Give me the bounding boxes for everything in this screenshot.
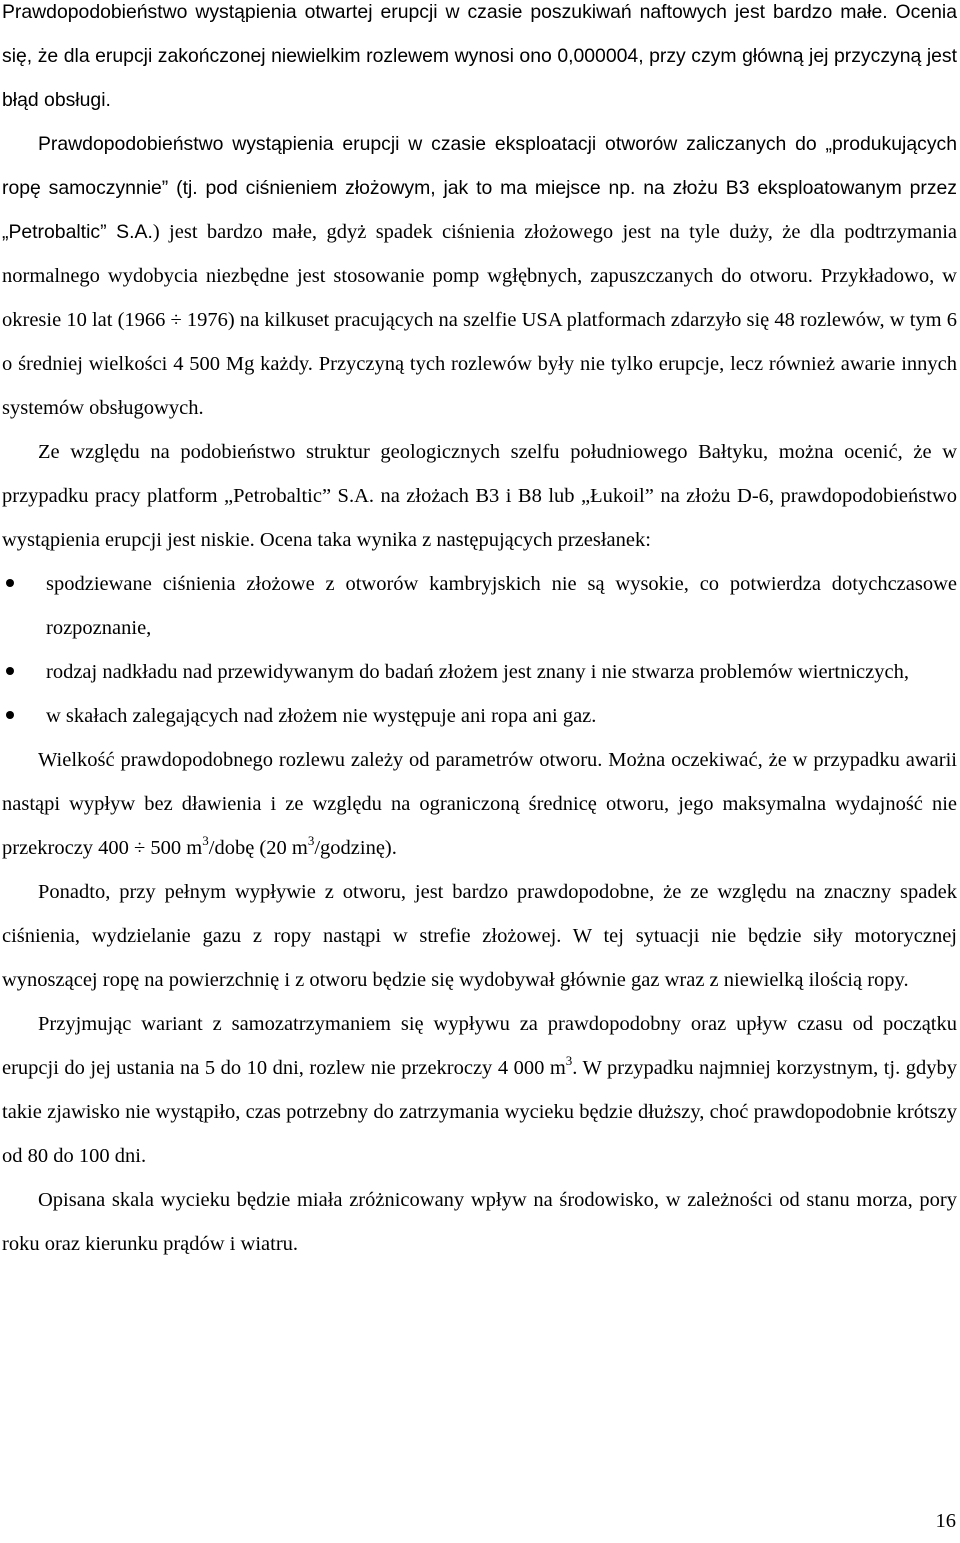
paragraph-4-text-b: /dobę (20 m [208, 837, 308, 859]
paragraph-2-serif-text-a: ) jest bardzo małe, gdyż spadek ciśnienia złożowego jest na tyle duży, że dla podtrzymania normalnego wydobycia niezbędne jest stosowanie pomp wgłębnych, zapuszczanych do otworu. [2, 221, 957, 287]
paragraph-2-sans-text: Prawdopodobieństwo wystąpienia erupcji w czasie eksploatacji otworów zaliczanych do „produkujących ropę samoczynnie” (tj. pod ciśnieniem złożowym, jak to ma miejsce np. na złożu B3 eksploatowanym przez „Petrobaltic” S.A. [2, 133, 957, 243]
paragraph-1 [2, 0, 957, 122]
paragraph-7 [2, 1178, 957, 1266]
paragraph-2-serif-text-b: Przykładowo, w okresie 10 lat (1966 ÷ 1976) na kilkuset pracujących na szelfie USA platformach zdarzyło się 48 rozlewów, w tym 6 o średniej wielkości 4 500 Mg każdy. Przyczyną tych rozlewów były nie tylko erupcje, lecz również awarie innych systemów obsługowych. [2, 265, 957, 419]
list-item [2, 650, 957, 694]
superscript: 3 [202, 833, 209, 848]
bullet-icon [6, 667, 14, 675]
paragraph-4-text-c: /godzinę). [314, 837, 397, 859]
paragraph-4-text-a: Wielkość prawdopodobnego rozlewu zależy od parametrów otworu. Można oczekiwać, że w przypadku awarii nastąpi wypływ bez dławienia i ze względu na ograniczoną średnicę otworu, jego maksymalna wydajność nie przekroczy 400 ÷ 500 m [2, 749, 957, 859]
bullet-icon [6, 711, 14, 719]
paragraph-4 [2, 738, 957, 870]
paragraph-6 [2, 1002, 957, 1178]
paragraph-6-text-a: Przyjmując wariant z samozatrzymaniem się wypływu za prawdopodobny oraz upływ czasu od początku erupcji do jej ustania na 5 do 10 dni, rozlew nie przekroczy 4 000 m [2, 1013, 957, 1079]
superscript: 3 [565, 1053, 573, 1068]
paragraph-5 [2, 870, 957, 1002]
paragraph-3 [2, 430, 957, 562]
list-item-text: w skałach zalegających nad złożem nie występuje ani ropa ani gaz. [46, 705, 597, 727]
superscript: 3 [307, 833, 315, 848]
paragraph-7-text: Opisana skala wycieku będzie miała zróżnicowany wpływ na środowisko, w zależności od stanu morza, pory roku oraz kierunku prądów i wiatru. [2, 1189, 957, 1255]
list-item [2, 694, 957, 738]
list-item-text: rodzaj nadkładu nad przewidywanym do badań złożem jest znany i nie stwarza problemów wiertniczych, [46, 661, 909, 683]
bullet-icon [6, 579, 14, 587]
list-item-text: spodziewane ciśnienia złożowe z otworów kambryjskich nie są wysokie, co potwierdza dotychczasowe rozpoznanie, [46, 573, 957, 639]
paragraph-1-text: Prawdopodobieństwo wystąpienia otwartej erupcji w czasie poszukiwań naftowych jest bardzo małe. Ocenia się, że dla erupcji zakończonej niewielkim rozlewem wynosi ono 0,000004, przy czym główną jej przyczyną jest błąd obsługi. [2, 1, 957, 111]
paragraph-3-text: Ze względu na podobieństwo struktur geologicznych szelfu południowego Bałtyku, można ocenić, że w przypadku pracy platform „Petrobaltic” S.A. na złożach B3 i B8 lub „Łukoil” na złożu D-6, prawdopodobieństwo wystąpienia erupcji jest niskie. Ocena taka wynika z następujących przesłanek: [2, 441, 957, 551]
paragraph-2 [2, 122, 957, 430]
page-number: 16 [935, 1510, 956, 1532]
paragraph-5-text: Ponadto, przy pełnym wypływie z otworu, jest bardzo prawdopodobne, że ze względu na znaczny spadek ciśnienia, wydzielanie gazu z ropy nastąpi w strefie złożowej. W tej sytuacji nie będzie siły motorycznej wynoszącej ropę na powierzchnię i z otworu będzie się wydobywał głównie gaz wraz z niewielką ilością ropy. [2, 881, 957, 991]
bullet-list [2, 562, 957, 738]
paragraph-6-text-b: . W przypadku najmniej korzystnym, tj. gdyby takie zjawisko nie wystąpiło, czas potrzebny do zatrzymania wycieku będzie dłuższy, choć prawdopodobnie krótszy od 80 do 100 dni. [2, 1057, 957, 1167]
list-item [2, 562, 957, 650]
